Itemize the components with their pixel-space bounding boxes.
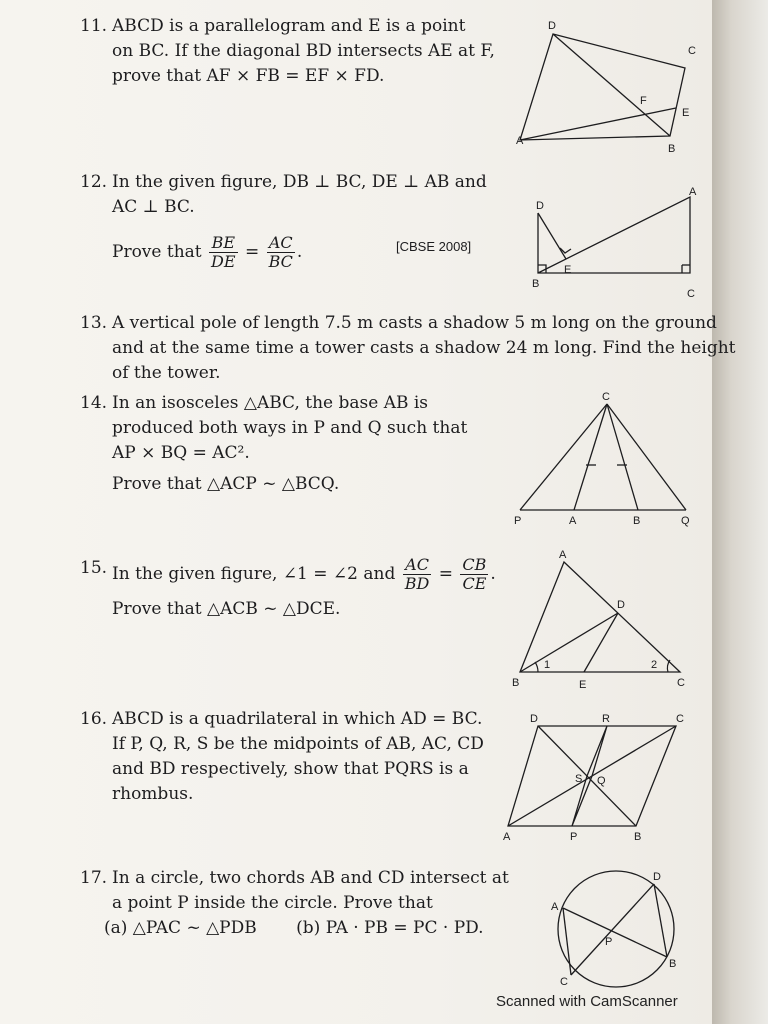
- part-b: (b) PA · PB = PC · PD.: [296, 918, 484, 938]
- label-angle-2: 2: [651, 659, 658, 671]
- label-c: C: [676, 713, 684, 725]
- label-c: C: [687, 288, 695, 300]
- equals-sign: =: [438, 564, 454, 584]
- label-p: P: [514, 515, 522, 527]
- question-number: 13.: [80, 313, 108, 333]
- question-text-line: In a circle, two chords AB and CD intersect at: [112, 868, 509, 888]
- fraction-numerator: AC: [403, 556, 432, 575]
- fraction-denominator: DE: [211, 252, 236, 271]
- prove-label: Prove that: [112, 242, 202, 262]
- question-text-line: rhombus.: [112, 784, 194, 804]
- segment-cb: [607, 404, 638, 510]
- prove-line: Prove that $\frac{BE}{DE}$ = $\frac{AC}{BC}$ .: [112, 233, 303, 271]
- fraction-ac-bd: [403, 556, 432, 593]
- label-d: D: [530, 713, 538, 725]
- label-q: Q: [597, 775, 606, 787]
- fraction-numerator: AC: [267, 234, 295, 253]
- label-a: A: [559, 549, 567, 561]
- figure-17-circle: [540, 864, 700, 994]
- fraction-denominator: CE: [462, 574, 487, 593]
- label-d: D: [617, 599, 625, 611]
- segment-ae: [520, 108, 676, 140]
- label-s: S: [575, 773, 583, 785]
- fraction-numerator: CB: [462, 555, 487, 574]
- figure-15-triangle: [508, 546, 698, 692]
- label-a: A: [503, 831, 511, 843]
- label-b: B: [634, 831, 642, 843]
- question-15: [80, 555, 496, 622]
- label-r: R: [602, 713, 610, 725]
- question-text-line: AC ⊥ BC.: [112, 197, 195, 217]
- segment-cp: [520, 404, 607, 510]
- label-a: A: [551, 901, 559, 913]
- question-text-line: and BD respectively, show that PQRS is a: [112, 759, 469, 779]
- label-p: P: [605, 936, 613, 948]
- segment-bd: [520, 613, 618, 672]
- segment-cq: [607, 404, 686, 510]
- label-e: E: [564, 264, 572, 276]
- label-d: D: [653, 871, 661, 883]
- segment-ac: [563, 908, 571, 975]
- question-14: [80, 391, 468, 497]
- triangle-acb: [520, 562, 680, 672]
- question-number: 15.: [80, 558, 108, 578]
- question-12: [80, 170, 487, 271]
- label-a: A: [516, 135, 524, 147]
- chord-cd: [571, 884, 654, 975]
- label-d: D: [548, 20, 556, 32]
- question-text-line: ABCD is a quadrilateral in which AD = BC.: [112, 709, 483, 729]
- perpendicular-de: [538, 213, 566, 259]
- question-text-line: and at the same time a tower casts a shadow 24 m long. Find the height: [112, 338, 736, 358]
- question-text-line: In the given figure, DB ⊥ BC, DE ⊥ AB and: [112, 172, 487, 192]
- question-text-line: ABCD is a parallelogram and E is a point: [112, 16, 466, 36]
- label-b: B: [668, 143, 676, 155]
- chord-ab: [563, 908, 667, 957]
- figure-16-quadrilateral: [500, 710, 700, 848]
- parallelogram-outline: [520, 34, 685, 140]
- question-number: 12.: [80, 172, 108, 192]
- label-angle-1: 1: [544, 659, 551, 671]
- question-text-line: In the given figure, ∠1 = ∠2 and $\frac{AC}{BD}$ = $\frac{CB}{CE}$ .: [112, 555, 496, 593]
- question-13: [80, 311, 736, 386]
- outer-triangle: [538, 197, 690, 273]
- segment-db: [654, 884, 667, 957]
- question-number: 11.: [80, 16, 108, 36]
- question-11: [80, 14, 495, 89]
- fraction-cb-ce: [460, 556, 488, 593]
- question-text-line: on BC. If the diagonal BD intersects AE at F,: [112, 41, 495, 61]
- question-text-line: In an isosceles △ABC, the base AB is: [112, 393, 429, 413]
- question-text-line: of the tower.: [112, 363, 221, 383]
- figure-14-isosceles: [510, 390, 700, 535]
- label-b: B: [669, 958, 677, 970]
- question-number: 16.: [80, 709, 108, 729]
- segment-ca: [574, 404, 607, 510]
- page-edge-shadow: [712, 0, 768, 1024]
- label-b: B: [633, 515, 641, 527]
- question-parts: [104, 916, 509, 941]
- label-a: A: [689, 186, 697, 198]
- question-text-line: AP × BQ = AC².: [112, 443, 250, 463]
- equals-sign: =: [244, 242, 260, 262]
- fraction-numerator: BE: [209, 234, 238, 253]
- label-q: Q: [681, 515, 690, 527]
- segment-de: [584, 613, 618, 672]
- figure-11-parallelogram: [510, 16, 710, 156]
- question-number: 17.: [80, 868, 108, 888]
- cbse-citation: [CBSE 2008]: [396, 239, 472, 254]
- label-d: D: [536, 200, 544, 212]
- label-e: E: [579, 679, 587, 691]
- label-p: P: [570, 831, 578, 843]
- label-e: E: [682, 107, 690, 119]
- angle-1-arc: [535, 662, 538, 672]
- label-b: B: [532, 278, 540, 290]
- label-c: C: [602, 391, 610, 403]
- fraction-be-de: [209, 234, 238, 271]
- scanner-watermark: Scanned with CamScanner: [496, 993, 678, 1010]
- question-text-line: Prove that △ACP ~ △BCQ.: [112, 474, 340, 494]
- label-b: B: [512, 677, 520, 689]
- part-a: (a) △PAC ~ △PDB: [104, 918, 257, 938]
- fraction-denominator: BD: [404, 574, 430, 593]
- question-17: [80, 866, 509, 941]
- question-text-line: prove that AF × FB = EF × FD.: [112, 66, 385, 86]
- question-number: 14.: [80, 393, 108, 413]
- question-text-line: If P, Q, R, S be the midpoints of AB, AC, CD: [112, 734, 484, 754]
- figure-12-triangles: [525, 185, 705, 305]
- fraction-ac-bc: [267, 234, 295, 271]
- label-f: F: [640, 95, 647, 107]
- question-text-line: Prove that △ACB ~ △DCE.: [112, 599, 341, 619]
- question-text-line: a point P inside the circle. Prove that: [112, 893, 433, 913]
- question-text-line: A vertical pole of length 7.5 m casts a shadow 5 m long on the ground: [112, 313, 717, 333]
- label-c: C: [677, 677, 685, 689]
- condition-text: In the given figure, ∠1 = ∠2 and: [112, 564, 396, 584]
- label-c: C: [688, 45, 696, 57]
- label-a: A: [569, 515, 577, 527]
- question-text-line: produced both ways in P and Q such that: [112, 418, 468, 438]
- fraction-denominator: BC: [268, 252, 293, 271]
- question-16: [80, 707, 484, 807]
- label-c: C: [560, 976, 568, 988]
